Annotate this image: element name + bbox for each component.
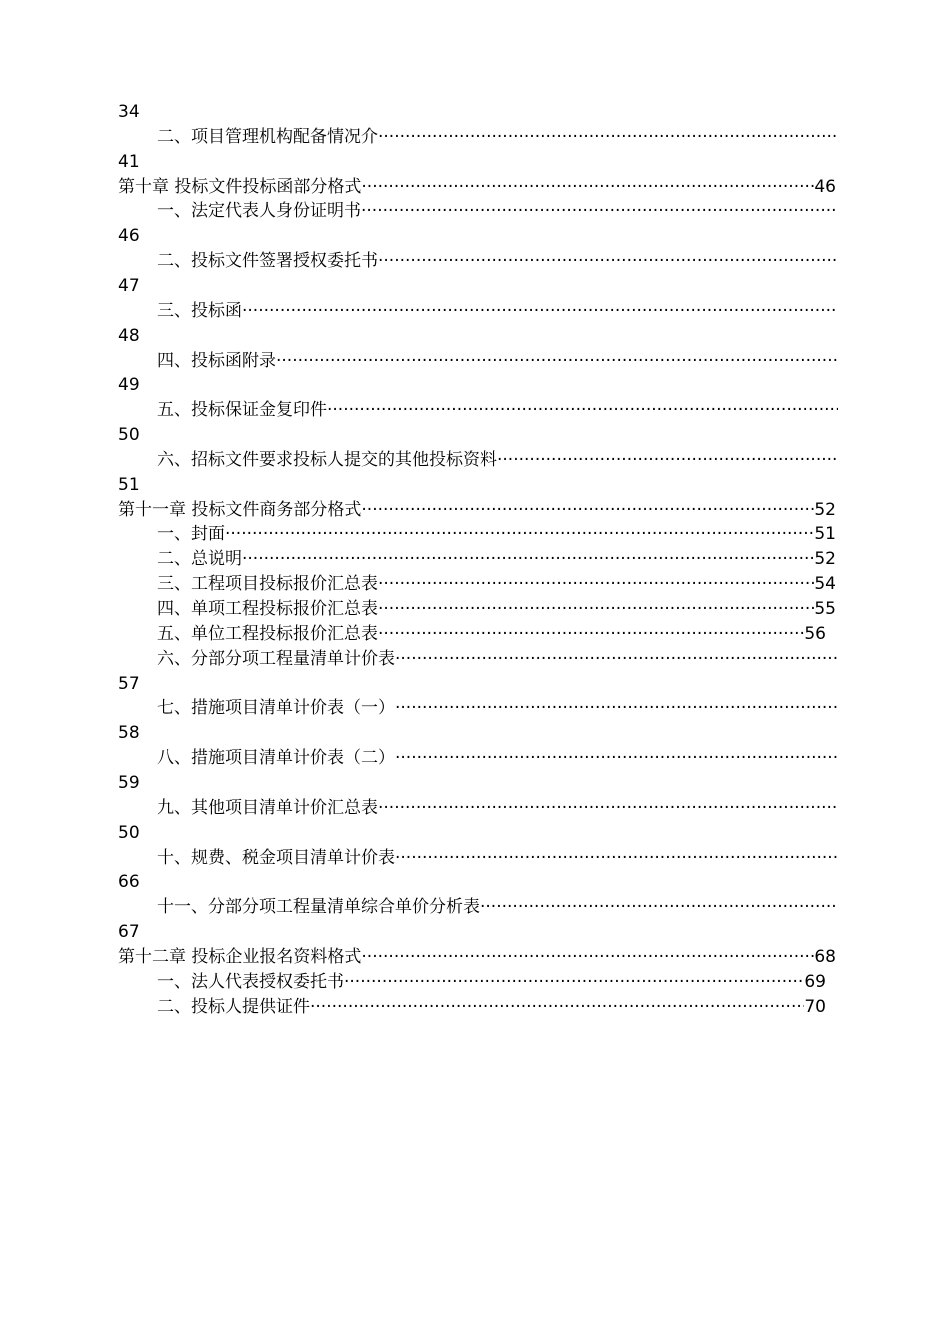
entry-title: 九、其他项目清单计价汇总表	[157, 797, 378, 818]
toc-chapter-entry	[0, 175, 950, 199]
dot-leader	[395, 746, 838, 770]
entry-page-number: 69	[804, 971, 826, 992]
toc-section-entry	[0, 597, 950, 621]
entry-title: 一、封面	[157, 524, 225, 545]
toc-wrapped-page-number	[0, 771, 950, 795]
entry-page-number: 70	[804, 996, 826, 1017]
entry-title: 一、法人代表授权委托书	[157, 971, 344, 992]
page-number: 41	[118, 151, 140, 172]
dot-leader	[225, 522, 814, 546]
toc-wrapped-page-number	[0, 423, 950, 447]
toc-wrapped-page-number	[0, 150, 950, 174]
toc-wrapped-page-number	[0, 274, 950, 298]
toc-section-entry	[0, 522, 950, 546]
entry-title: 二、项目管理机构配备情况介	[157, 126, 378, 147]
dot-leader	[378, 597, 814, 621]
page-number: 67	[118, 922, 140, 943]
toc-section-entry	[0, 796, 950, 820]
entry-title: 第十章 投标文件投标函部分格式	[118, 176, 362, 197]
entry-title: 十、规费、税金项目清单计价表	[157, 847, 395, 868]
toc-section-entry	[0, 696, 950, 720]
dot-leader	[378, 572, 814, 596]
dot-leader	[242, 547, 814, 571]
toc-wrapped-page-number	[0, 870, 950, 894]
dot-leader	[378, 622, 804, 646]
entry-title: 七、措施项目清单计价表（一）	[157, 698, 395, 719]
page-number: 34	[118, 102, 140, 122]
dot-leader	[395, 846, 838, 870]
dot-leader	[361, 945, 814, 969]
page-number: 50	[118, 425, 140, 446]
entry-page-number: 56	[804, 623, 826, 644]
entry-title: 十一、分部分项工程量清单综合单价分析表	[157, 897, 480, 918]
toc-section-entry	[0, 448, 950, 472]
page-number: 57	[118, 673, 140, 694]
dot-leader	[276, 349, 838, 373]
dot-leader	[395, 647, 838, 671]
dot-leader	[395, 696, 838, 720]
page-number: 58	[118, 723, 140, 744]
page-number: 48	[118, 325, 140, 346]
entry-page-number: 52	[814, 499, 836, 520]
toc-wrapped-page-number	[0, 473, 950, 497]
entry-page-number: 54	[814, 574, 836, 595]
toc-wrapped-page-number	[0, 100, 950, 124]
dot-leader	[310, 995, 804, 1019]
toc-wrapped-page-number	[0, 920, 950, 944]
toc-section-entry	[0, 647, 950, 671]
page-number: 47	[118, 275, 140, 296]
entry-page-number: 46	[814, 176, 836, 197]
dot-leader	[361, 175, 814, 199]
toc-section-entry	[0, 746, 950, 770]
entry-title: 二、投标人提供证件	[157, 996, 310, 1017]
entry-title: 二、投标文件签署授权委托书	[157, 251, 378, 272]
toc-section-entry	[0, 125, 950, 149]
toc-section-entry	[0, 199, 950, 223]
page-number: 66	[118, 872, 140, 893]
page-number: 46	[118, 226, 140, 247]
toc-section-entry	[0, 995, 950, 1019]
entry-title: 三、工程项目投标报价汇总表	[157, 574, 378, 595]
entry-title: 四、投标函附录	[157, 350, 276, 371]
dot-leader	[378, 796, 838, 820]
toc-wrapped-page-number	[0, 373, 950, 397]
dot-leader	[480, 895, 838, 919]
entry-title: 二、总说明	[157, 549, 242, 570]
page-number: 49	[118, 375, 140, 396]
toc-wrapped-page-number	[0, 721, 950, 745]
toc-section-entry	[0, 249, 950, 273]
dot-leader	[497, 448, 838, 472]
entry-title: 六、分部分项工程量清单计价表	[157, 648, 395, 669]
toc-chapter-entry	[0, 498, 950, 522]
dot-leader	[242, 299, 838, 323]
entry-title: 六、招标文件要求投标人提交的其他投标资料	[157, 449, 497, 470]
toc-wrapped-page-number	[0, 324, 950, 348]
dot-leader	[361, 498, 814, 522]
entry-page-number: 55	[814, 599, 836, 619]
toc-chapter-entry	[0, 945, 950, 969]
toc-wrapped-page-number	[0, 672, 950, 696]
entry-title: 第十一章 投标文件商务部分格式	[118, 499, 362, 520]
toc-section-entry	[0, 846, 950, 870]
entry-title: 四、单项工程投标报价汇总表	[157, 599, 378, 619]
toc-section-entry	[0, 622, 950, 646]
dot-leader	[361, 199, 838, 223]
dot-leader	[327, 398, 838, 422]
toc-section-entry	[0, 547, 950, 571]
page-number: 51	[118, 474, 140, 495]
dot-leader	[344, 970, 804, 994]
toc-section-entry	[0, 299, 950, 323]
entry-title: 三、投标函	[157, 300, 242, 321]
entry-title: 第十二章 投标企业报名资料格式	[118, 946, 362, 967]
entry-title: 一、法定代表人身份证明书	[157, 201, 361, 222]
entry-title: 五、投标保证金复印件	[157, 400, 327, 421]
entry-title: 八、措施项目清单计价表（二）	[157, 748, 395, 769]
toc-section-entry	[0, 398, 950, 422]
toc-wrapped-page-number	[0, 821, 950, 845]
dot-leader	[378, 249, 838, 273]
toc-section-entry	[0, 572, 950, 596]
toc-section-entry	[0, 349, 950, 373]
toc-section-entry	[0, 970, 950, 994]
entry-page-number: 51	[814, 524, 836, 545]
entry-page-number: 68	[814, 946, 836, 967]
dot-leader	[378, 125, 838, 149]
entry-page-number: 52	[814, 549, 836, 570]
page-number: 59	[118, 772, 140, 793]
toc-wrapped-page-number	[0, 224, 950, 248]
entry-title: 五、单位工程投标报价汇总表	[157, 623, 378, 644]
page-number: 50	[118, 822, 140, 843]
toc-section-entry	[0, 895, 950, 919]
